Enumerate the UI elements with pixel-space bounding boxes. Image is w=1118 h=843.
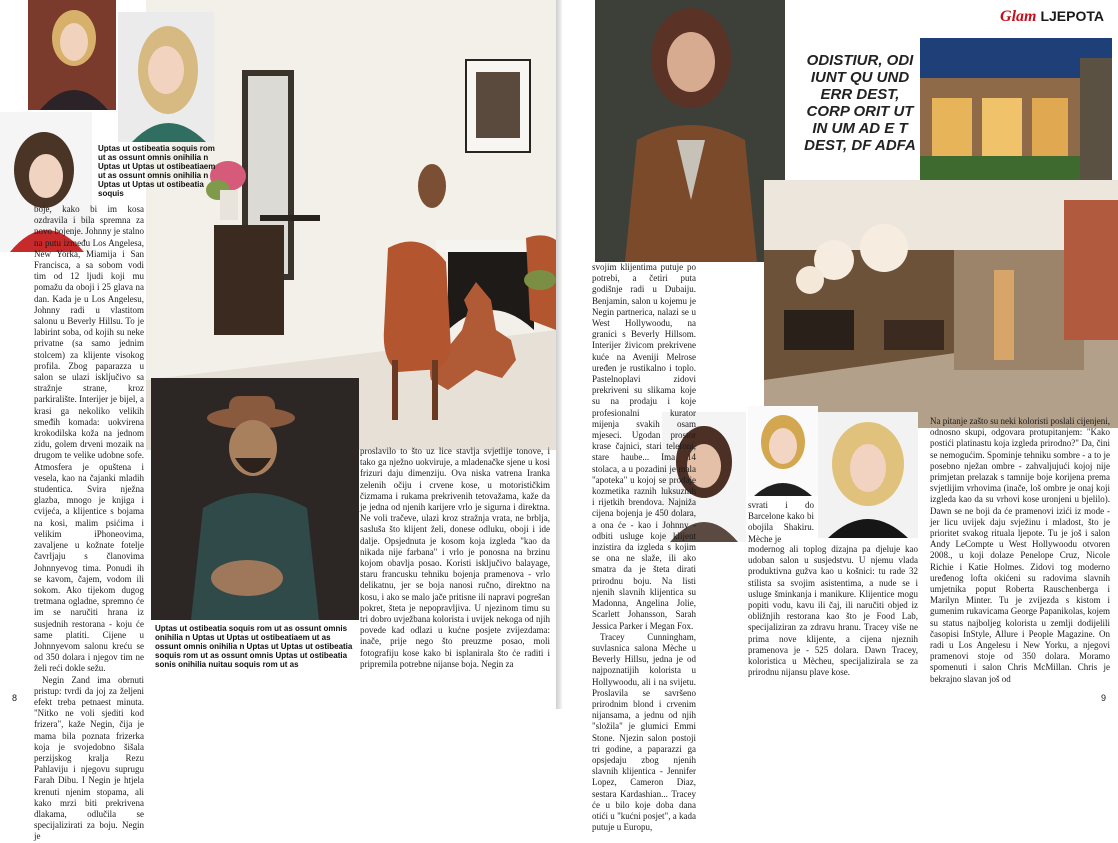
caption-left-top: Uptas ut ostibeatia soquis rom ut as ossunt omnis onihilia n Uptas ut Uptas ut ostibeatiaem ut as ossunt omnis onihilia n Uptas ut Uptas ut ostibeatia soquis — [98, 144, 216, 198]
scarlett-johansson-photo — [748, 406, 818, 496]
col3-paragraph: svojim klijentima putuje po potrebi, a četiri puta godišnje radi u Dubaiju. Benjamin, salon u kojemu je Negin partnerica, nalazi se u West Hollywoodu, na granici s Beverly Hillsom. Interijer živicom prekrivene kuće na Aveniji Melrose uređen je rustikalno i toplo. Pastelnoplavi zidovi prekriveni su slikama koje su na prodaju i koje profesionalni kurator mijenja svakih osam mjeseci. Ugodan prostor krase čajnici, stari telefoni, stare haube... Ima 14 stolaca, a u pozadini je mala "apoteka" u kojoj se prodaje kozmetika raznih luksuznih i rijetkih brendova. Najniža cijena bojenja je 450 dolara, a ona će - kao i Johnny - odbiti usluge koje klijent inzistira da izgleda s kojim se ona ne slaže, ili ako smatra da je šteta dirati prirodnu boju. Na listi njenih slavnih klijentica su Madonna, Angelina Jolie, Scarlett Johansson, Sarah Jessica Parker i Megan Fox. — [592, 262, 696, 631]
salon-exterior-photo — [920, 38, 1112, 180]
text-column-2 — [360, 446, 550, 700]
col1-paragraph: boje, kako bi im kosa ozdravila i bila spremna za novo bojenje. Johnny je stalno na putu između Los Angelesa, New Yorka, Miamija i San Francisca, a sa sobom vodi tim od 12 ljudi koji mu pomažu da oboji i 25 glava na dan. Kada je u Los Angelesu, Johnny radi u vlastitom salonu u Beverly Hillsu. To je labirint soba, od kojih su neke privatne (sa samo jednim stolcem) za klijente visokog profila. Zbog paparazza u salon se ulazi isključivo sa stražnje strane, kroz parkiralište. Interijer je bijel, a krasi ga nekoliko velikih smeđih komada: uokvirena krokodilska koža na jednom zidu, golem drveni mozaik na drugom te velike udobne sofe. Atmosfera je opuštena i vesela, kao na čajanki mladih studentica. Svira nježna glazba, mnogo je knjiga i cvijeća, a klijentice s bojama na kosi, malim psićima i velikim iPhoneovima, zavaljene u kožnate fotelje čavrljaju s članovima Johnnyevog tima. Ponudi ih se kavom, čajem, vodom ili sokom. Ako tijekom dugog tretmana ogladne, spremno će im se naručiti hrana iz susjednih restorana - koju će same platiti. Cijene u Johnnyevom salonu kreću se od 350 dolara i njegov tim ne želi reći dokle sežu. — [34, 204, 144, 674]
text-column-3 — [592, 262, 696, 833]
text-column-4 — [748, 544, 918, 700]
col2-paragraph: proslavilo to što uz lice stavlja svjetlije tonove, i tako ga nježno uokviruje, a mladenačke sjene u kosi frizuri daju dimenziju. Ova niska vatrena Iranka zelenih očiju i crvene kose, u motorističkim čizmama i rukama prekrivenih tetovažama, kaže da je jedna od njenih karijere vrlo je sigurna i direktna. Ne voli tračeve, ulazi kroz stražnja vrata, ne brblja, sasluša što klijent želi, donese odluku, oboji i ide dalje. Opsjednuta je kosom koja izgleda "kao da nikada nije farbana" i vrlo je ponosna na brzinu kojom obavlja posao. Koristi isključivo balayage, staru francusku tehniku bojenja pramenova - vrlo delikatnu, jer se boja nanosi ručno, direktno na kosu, i ako se malo jače pritisne ili napravi pogrešan pokret, šteta je nepopravljiva. U njezinom timu su tri dobro uvježbana kolorista i uvijek nekoga od njih povede kad odlazi u kućne posjete zvijezdama: inače, prije nego što preuzme posao, moli fotografiju kose kako bi isplanirala što će raditi i pripremila potrebne nijanse boja. Negin za — [360, 446, 550, 669]
negin-zand-photo — [595, 0, 785, 262]
col3b-paragraph: Tracey Cunningham, suvlasnica salona Mèche u Beverly Hillsu, jedna je od najpoznatijih kolorista u Hollywoodu, ali i na svijetu. Proslavila se savršeno prirodnim blond i crvenim nijansama, a jednu od njih "složila" je glumici Emmi Stone. Njezin salon postoji tri godine, a paparazzi ga opsjedaju zbog njenih slavnih klijentica - Jennifer Lopez, Cameron Diaz, sestara Kardashian... Tracey će u bilo koje doba dana otići u "kućni posjet", a kada putuje u Europu, — [592, 631, 696, 833]
right-page — [562, 0, 1118, 833]
caption-left-bottom: Uptas ut ostibeatia soquis rom ut as ossunt omnis onihilia n Uptas ut Uptas ut ostibeatiaem ut as ossunt omnis onihilia n Uptas ut Uptas ut ostibeatia soquis rom ut as ossunt omnis Uptas ut ostibeatia sonis onihilia nuitau soquis rom ut as — [155, 624, 353, 669]
section-title: LJEPOTA — [1040, 8, 1104, 24]
col4-paragraph: modernog ali toplog dizajna pa djeluje kao udoban salon u susjedstvu. U njemu vlada produktivna gužva kao u košnici: tu rade 32 stilista sa svojim asistentima, a nude se i usluge šminkanja i manikure. Klijentice mogu popiti vodu, kavu ili čaj, ili naručiti objed iz obližnjih restorana kao što je Food Lab, specijaliziran za zdravu hranu. Tracey više ne prima nove klijente, a cijena njeznih pramenova je - 525 dolara. Dawn Tracey, koloristica u Mècheu, specijalizirala se za prirodnu nijansu plave kose. — [748, 544, 918, 678]
magazine-header — [1000, 8, 1104, 26]
text-column-5 — [930, 416, 1110, 702]
nicole-kidman-photo — [28, 0, 116, 110]
text-column-1 — [34, 204, 144, 842]
col4a-paragraph: svrati i do Barcelone kako bi obojila Shakiru. Mèche je — [748, 500, 814, 544]
gwyneth-paltrow-photo — [118, 12, 214, 142]
col1b-paragraph: Negin Zand ima obrnuti pristup: tvrdi da joj za željeni efekt treba petnaest minuta. "Nitko ne voli sjediti kod frizera", kaže Negin, čija je mama bila poznata frizerka koja je svojedobno šišala perzijskog kralja Rezu Pahlaviju i njegovu suprugu Farah Dibu. I Negin je htjela krenuti njenim stopama, ali kako mrzi biti prekrivena dlakama, odlučila se specijalizirati za boju. Negin je — [34, 674, 144, 842]
page-number-left: 8 — [12, 693, 18, 703]
madonna-photo — [818, 412, 918, 538]
page-number-right: 9 — [1100, 693, 1106, 703]
salon-wide-interior-photo — [764, 180, 1118, 428]
left-page — [0, 0, 556, 842]
text-column-4-top — [748, 500, 814, 544]
col5-paragraph: Na pitanje zašto su neki koloristi poslali cijenjeni, odnosno skupi, odgovara protupitanjem: "Kako postići platinastu koja izgleda prirodno?" Da, čini se nemogućim. Spominje tehniku sombre - a to je posebno nježan ombre - zahvaljujući kojoj nije primjetan prelazak s tamnije boje korijena prema svjetlijim vrhovima (inače, loš ombre je onaj koji izgleda kao da su vrhovi kose uronjeni u bjelilo). Dawn se ne boji da će pramenovi izići iz mode - jer licu uvijek daju svježinu i mladost, što je prioritet svakog rituala ljepote. Tu je još i salon Andy LeCompte u West Hollywoodu otvoren 2008., u koji dolaze Penelope Cruz, Nicole Richie i Katie Holmes. Zidovi tog moderno uređenog lofta okićeni su radovima slavnih umjetnika poput Roberta Rauschenberga i Marilyn Minter. Tu je zvijezda s kistom i gumenim rukavicama George Papanikolas, kojem su status najboljeg kolorista u zemlji dodijelili časopisi InStyle, Allure i People Magazine. On radi u Los Angelesu i New Yorku, a njegovi pramenovi stoje od 350 dolara. Moramo spomenuti i salon Chris McMillan. Chris je bekrajno slavan još od — [930, 416, 1110, 684]
brand-name: Glam — [1000, 8, 1037, 25]
pull-quote: ODISTIUR, ODI IUNT QU UND ERR DEST, CORP ORIT UT IN UM AD E T DEST, DF ADFA — [804, 52, 916, 154]
johnny-portrait-photo — [151, 378, 359, 620]
